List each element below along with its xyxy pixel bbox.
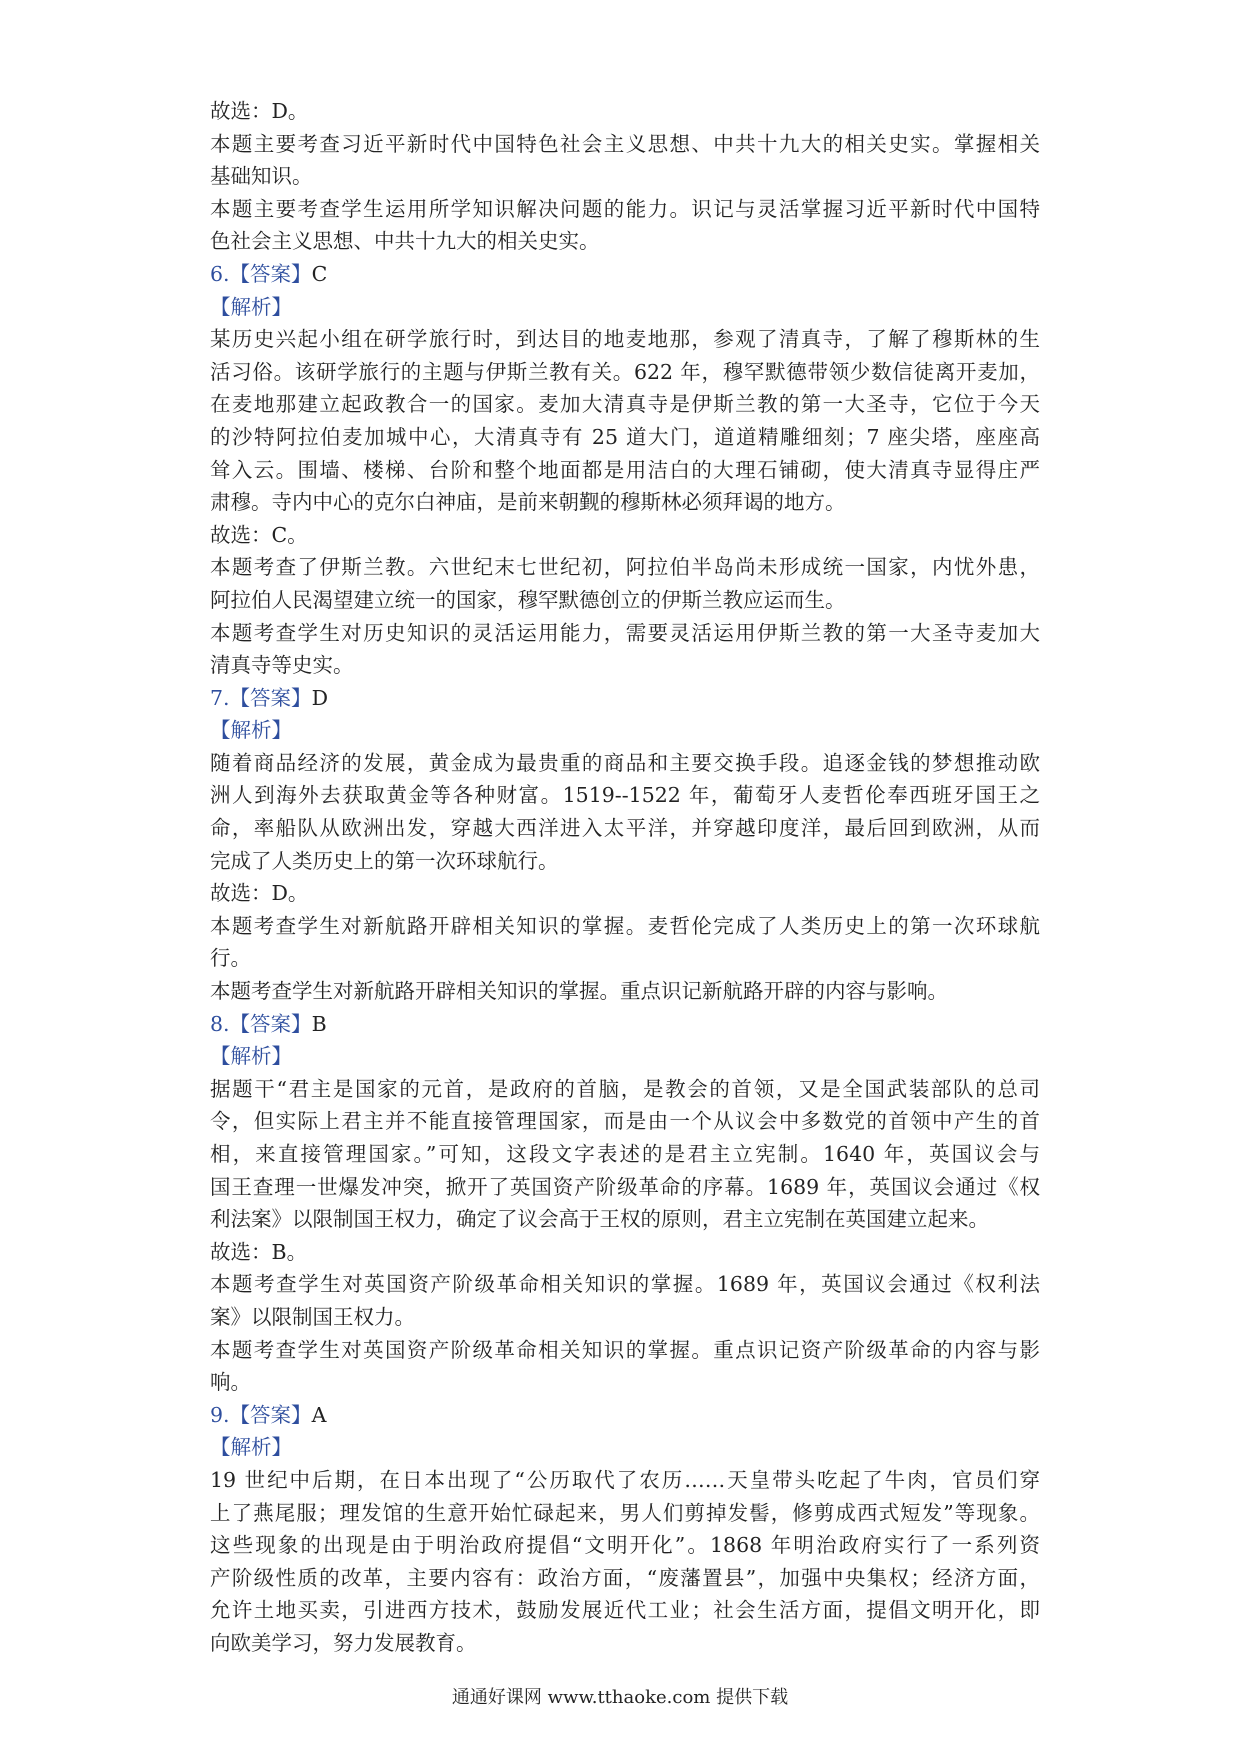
q6-answer: C: [311, 261, 328, 286]
q7-answer: D: [311, 685, 328, 710]
q7-body-line: 洲人到海外去获取黄金等各种财富。1519--1522 年，葡萄牙人麦哲伦奉西班牙国王之: [210, 783, 1040, 808]
q9-body-line: 允许土地买卖，引进西方技术，鼓励发展近代工业；社会生活方面，提倡文明开化，即: [210, 1598, 1040, 1623]
q7-answer-line: [210, 682, 1040, 715]
q8-body-line: 据题干“君主是国家的元首，是政府的首脑，是教会的首领，又是全国武装部队的总司: [210, 1076, 1040, 1101]
q6-body-line: 耸入云。围墙、楼梯、台阶和整个地面都是用洁白的大理石铺砌，使大清真寺显得庄严: [210, 457, 1040, 482]
q8-note-line: 案》以限制国王权力。: [210, 1304, 415, 1329]
q6-body-line: 肃穆。寺内中心的克尔白神庙，是前来朝觐的穆斯林必须拜谒的地方。: [210, 490, 846, 515]
q6-number: 6.【答案】: [210, 261, 312, 286]
q7-note-line: 本题考查学生对新航路开辟相关知识的掌握。麦哲伦完成了人类历史上的第一次环球航: [210, 913, 1040, 938]
q6-note-line: 本题考查了伊斯兰教。六世纪末七世纪初，阿拉伯半岛尚未形成统一国家，内忧外患，: [210, 555, 1040, 580]
q9-number: 9.【答案】: [210, 1402, 312, 1427]
q8-note-line: 响。: [210, 1370, 251, 1395]
q6-note-line: 本题考查学生对历史知识的灵活运用能力，需要灵活运用伊斯兰教的第一大圣寺麦加大: [210, 620, 1040, 645]
q8-number: 8.【答案】: [210, 1011, 312, 1036]
q7-body-line: 命，率船队从欧洲出发，穿越大西洋进入太平洋，并穿越印度洋，最后回到欧洲，从而: [210, 816, 1040, 841]
q9-body-line: 向欧美学习，努力发展教育。: [210, 1630, 477, 1655]
document-body: [210, 95, 1040, 1660]
q7-number: 7.【答案】: [210, 685, 312, 710]
q8-jiexi-heading: 【解析】: [210, 1044, 292, 1069]
q6-jiexi-heading: 【解析】: [210, 294, 292, 319]
q6-note-line: 清真寺等史实。: [210, 653, 354, 678]
q8-note-line: 本题考查学生对英国资产阶级革命相关知识的掌握。1689 年，英国议会通过《权利法: [210, 1272, 1040, 1297]
q8-choice: 故选：B。: [210, 1239, 308, 1264]
q7-note-line: 本题考查学生对新航路开辟相关知识的掌握。重点识记新航路开辟的内容与影响。: [210, 979, 948, 1004]
q7-note-line: 行。: [210, 946, 251, 971]
q9-body-line: 这些现象的出现是由于明治政府提倡“文明开化”。1868 年明治政府实行了一系列资: [210, 1533, 1040, 1558]
q6-choice: 故选：C。: [210, 522, 308, 547]
q6-body-line: 在麦地那建立起政教合一的国家。麦加大清真寺是伊斯兰教的第一大圣寺，它位于今天: [210, 392, 1040, 417]
q8-note-line: 本题考查学生对英国资产阶级革命相关知识的掌握。重点识记资产阶级革命的内容与影: [210, 1337, 1040, 1362]
q6-answer-line: [210, 258, 1040, 291]
q9-answer: A: [311, 1402, 327, 1427]
q6-body-line: 的沙特阿拉伯麦加城中心，大清真寺有 25 道大门，道道精雕细刻；7 座尖塔，座座高: [210, 424, 1040, 449]
q8-body-line: 相，来直接管理国家。”可知，这段文字表述的是君主立宪制。1640 年，英国议会与: [210, 1142, 1040, 1166]
q6-body-line: 某历史兴起小组在研学旅行时，到达目的地麦地那，参观了清真寺，了解了穆斯林的生: [210, 327, 1040, 352]
prev-note-line: 色社会主义思想、中共十九大的相关史实。: [210, 229, 600, 254]
q6-body-line: 活习俗。该研学旅行的主题与伊斯兰教有关。622 年，穆罕默德带领少数信徒离开麦加，: [210, 359, 1040, 384]
q8-body-line: 国王查理一世爆发冲突，掀开了英国资产阶级革命的序幕。1689 年，英国议会通过《权: [210, 1174, 1040, 1199]
q9-body-line: 产阶级性质的改革，主要内容有：政治方面，“废藩置县”，加强中央集权；经济方面，: [210, 1565, 1040, 1590]
q6-note-line: 阿拉伯人民渴望建立统一的国家，穆罕默德创立的伊斯兰教应运而生。: [210, 587, 846, 612]
q7-body-line: 完成了人类历史上的第一次环球航行。: [210, 848, 559, 873]
q7-body-line: 随着商品经济的发展，黄金成为最贵重的商品和主要交换手段。追逐金钱的梦想推动欧: [210, 750, 1040, 775]
q8-body-line: 利法案》以限制国王权力，确定了议会高于王权的原则，君主立宪制在英国建立起来。: [210, 1207, 989, 1232]
q9-answer-line: [210, 1399, 1040, 1432]
q7-jiexi-heading: 【解析】: [210, 718, 292, 743]
q8-body-line: 令，但实际上君主并不能直接管理国家，而是由一个从议会中多数党的首领中产生的首: [210, 1109, 1040, 1134]
q7-choice: 故选：D。: [210, 881, 309, 906]
prev-note-line: 本题主要考查学生运用所学知识解决问题的能力。识记与灵活掌握习近平新时代中国特: [210, 196, 1040, 221]
q9-jiexi-heading: 【解析】: [210, 1435, 292, 1460]
prev-choice: 故选：D。: [210, 99, 309, 123]
page-footer: 通通好课网 www.tthaoke.com 提供下载: [451, 1687, 789, 1708]
q8-answer: B: [311, 1011, 327, 1036]
q9-body-line: 上了燕尾服；理发馆的生意开始忙碌起来，男人们剪掉发髻，修剪成西式短发”等现象。: [210, 1500, 1040, 1525]
prev-note-line: 本题主要考查习近平新时代中国特色社会主义思想、中共十九大的相关史实。掌握相关: [210, 131, 1040, 156]
q9-body-line: 19 世纪中后期，在日本出现了“公历取代了农历……天皇带头吃起了牛肉，官员们穿: [210, 1467, 1040, 1492]
q8-answer-line: [210, 1008, 1040, 1041]
prev-note-line: 基础知识。: [210, 164, 313, 189]
